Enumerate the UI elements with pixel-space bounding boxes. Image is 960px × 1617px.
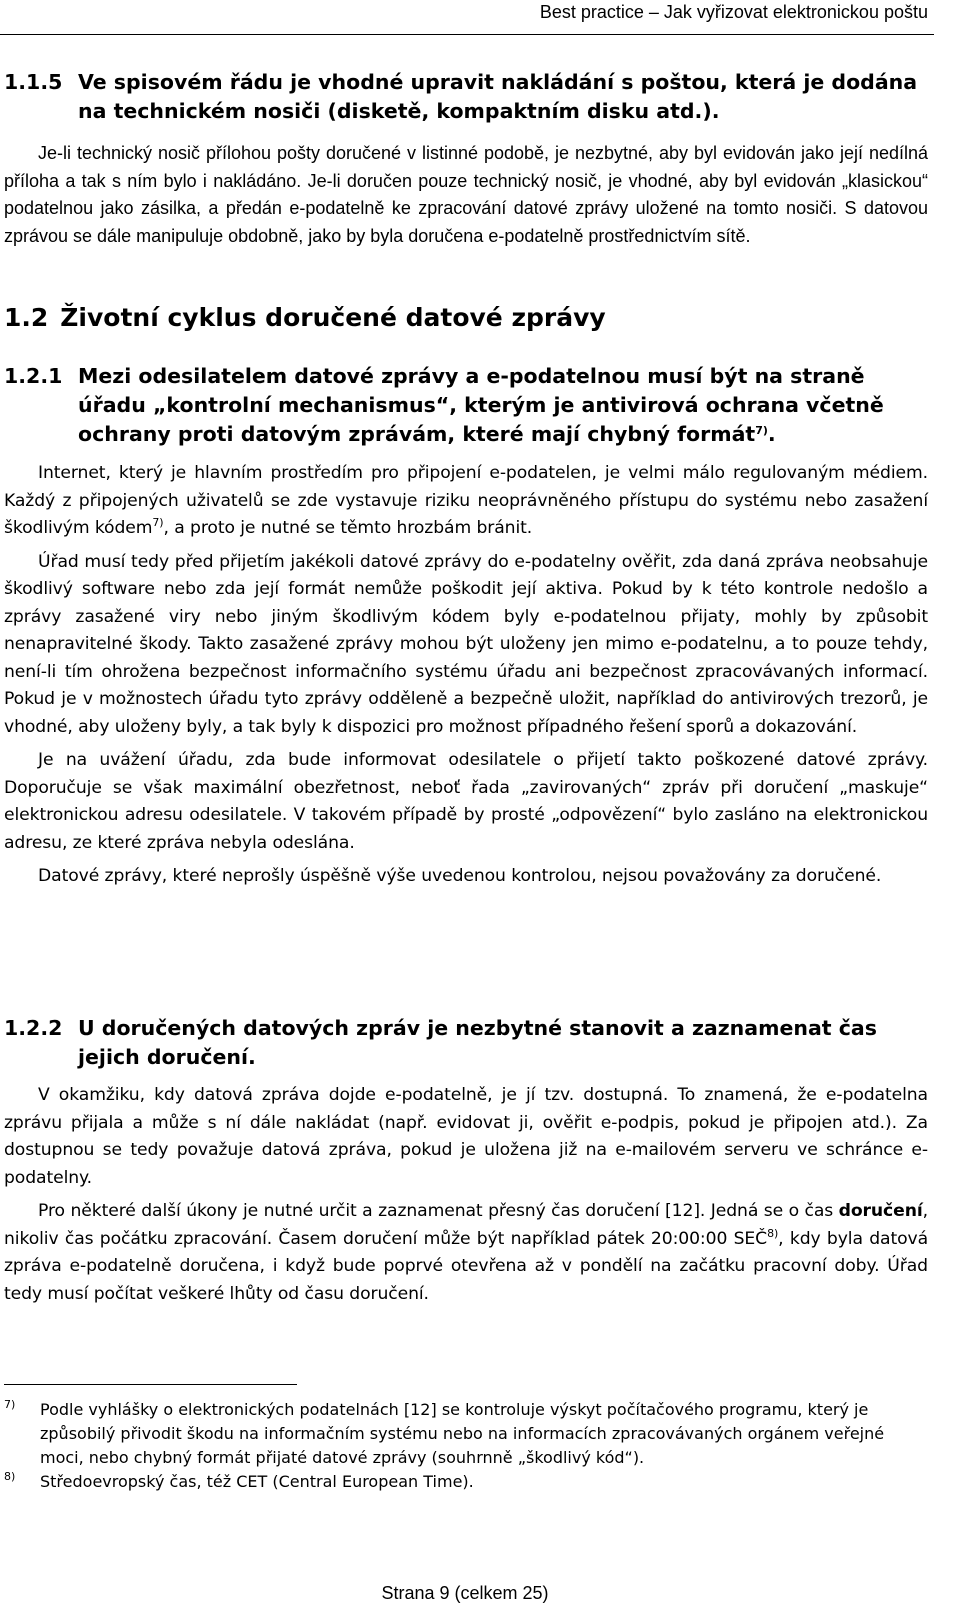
text: Pro některé další úkony je nutné určit a zaznamenat přesný čas doručení [12]. Jedná se o čas	[38, 1201, 839, 1221]
section-1-2-1	[4, 362, 928, 449]
bold-text: doručení	[838, 1201, 923, 1221]
running-header: Best practice – Jak vyřizovat elektronickou poštu	[539, 2, 928, 22]
footnote-text: Podle vyhlášky o elektronických podatelnách [12] se kontroluje výskyt počítačového programu, který je způsobilý přivodit škodu na informačním systému nebo na informacích zpracovávaných orgánem veřejné moci, nebo chybný formát přijaté datové zprávy (souhrnně „škodlivý kód“).	[40, 1400, 885, 1467]
footnotes	[4, 1398, 928, 1494]
footnote-mark: 7)	[4, 1398, 16, 1411]
paragraph-2	[4, 1198, 928, 1308]
section-title-wrap	[78, 362, 928, 449]
section-title: Mezi odesilatelem datové zprávy a e-podatelnou musí být na straně úřadu „kontrolní mechanismus“, kterým je antivirová ochrana včetně ochrany proti datovým zprávám, které mají chybný formát	[78, 364, 884, 446]
section-number: 1.2.1	[4, 364, 63, 388]
section-1-1-5-body	[4, 140, 928, 250]
paragraph-1	[4, 460, 928, 543]
section-1-2-2-body	[4, 1082, 928, 1308]
paragraph-4: Datové zprávy, které neprošly úspěšně výše uvedenou kontrolou, nejsou považovány za doručené.	[38, 866, 882, 886]
section-number: 1.2.2	[4, 1016, 63, 1040]
section-heading-1-1-5	[4, 68, 928, 126]
footnote-7	[4, 1398, 928, 1470]
text: , nikoliv čas počátku zpracování. Časem doručení může být například pátek 20:00:00 SEČ	[4, 1201, 928, 1249]
section-number: 1.1.5	[4, 70, 63, 94]
footnote-ref: 7)	[152, 516, 164, 529]
section-title: Životní cyklus doručené datové zprávy	[60, 303, 606, 332]
paragraph-3: Je na uvážení úřadu, zda bude informovat odesilatele o přijetí takto poškozené datové zprávy. Doporučuje se však maximální obezřetnost, neboť řada „zavirovaných“ zpráv při doručení „maskuje“ elektronickou adresu odesilatele. V takovém případě by prosté „odpovězení“ bylo zasláno na elektronickou adresu, ze které zpráva nebyla odeslána.	[4, 750, 928, 853]
footnote-8	[4, 1470, 928, 1494]
section-heading-1-2	[4, 302, 928, 334]
footnote-rule	[4, 1384, 297, 1385]
page-number: Strana 9 (celkem 25)	[381, 1583, 549, 1603]
text: , kdy byla datová zpráva e-podatelně doručena, i když bude poprvé otevřena až v pondělí na začátku pracovní doby. Úřad tedy musí počítat veškeré lhůty od času doručení.	[4, 1228, 928, 1304]
paragraph: Je-li technický nosič přílohou pošty doručené v listinné podobě, je nezbytné, aby byl evidován jako její nedílná příloha a tak s ním bylo i nakládáno. Je-li doručen pouze technický nosič, je vhodné, aby byl evidován „klasickou“ podatelnou jako zásilka, a předán e-podatelně ke zpracování datové zprávy uložené na tomto nosiči. S datovou zprávou se dále manipuluje obdobně, jako by byla doručena e-podatelně prostřednictvím sítě.	[4, 143, 928, 246]
section-1-2-2	[4, 1014, 928, 1072]
footnote-ref: 8)	[767, 1226, 779, 1240]
text: , a proto je nutné se těmto hrozbám bránit.	[163, 518, 533, 538]
section-1-2-1-body	[4, 460, 928, 891]
paragraph-2: Úřad musí tedy před přijetím jakékoli datové zprávy do e-podatelny ověřit, zda daná zpráva neobsahuje škodlivý software nebo zda její formát nemůže poškodit její aktiva. Pokud by k této kontrole nedošlo a zprávy zasažené viry nebo jiným škodlivým kódem byly e-podatelnou přijaty, mohly by způsobit nenapravitelné škody. Takto zasažené zprávy mohou být uloženy jen mimo e-podatelnu, a to pouze tehdy, není-li tím ohrožena bezpečnost informačního systému úřadu ani bezpečnost zpracovávaných informací. Pokud je v možnostech úřadu tyto zprávy odděleně a bezpečně uložit, například do antivirových trezorů, je vhodné, aby uloženy byly, a tak byly k dispozici pro možnost případného řešení sporů a dokazování.	[4, 551, 928, 737]
text: Internet, který je hlavním prostředím pro připojení e-podatelen, je velmi málo regulovaným médiem. Každý z připojených uživatelů se zde vystavuje riziku neoprávněného přístupu do systému nebo zasažení škodlivým kódem	[4, 463, 928, 538]
footnote-mark: 8)	[4, 1470, 16, 1483]
section-heading-1-2-1	[4, 362, 928, 449]
section-title: U doručených datových zpráv je nezbytné stanovit a zaznamenat čas jejich doručení.	[78, 1016, 877, 1069]
footnote-text: Středoevropský čas, též CET (Central European Time).	[40, 1472, 474, 1491]
section-number: 1.2	[4, 303, 49, 332]
title-end: .	[767, 422, 776, 446]
section-1-2	[4, 302, 928, 334]
paragraph-1: V okamžiku, kdy datová zpráva dojde e-podatelně, je jí tzv. dostupná. To znamená, že e-podatelna zprávu přijala a může s ní dále nakládat (např. evidovat ji, ověřit e-podpis, pokud je připojen atd.). Za dostupnou se tedy považuje datová zpráva, pokud je uložena již na e-mailovém serveru ve schránce e-podatelny.	[4, 1085, 928, 1188]
header-rule	[0, 34, 934, 35]
footnote-ref: 7)	[755, 424, 768, 437]
section-title: Ve spisovém řádu je vhodné upravit nakládání s poštou, která je dodána na technickém nosiči (disketě, kompaktním disku atd.).	[78, 70, 918, 123]
section-heading-1-2-2	[4, 1014, 928, 1072]
section-1-1-5	[4, 68, 928, 126]
